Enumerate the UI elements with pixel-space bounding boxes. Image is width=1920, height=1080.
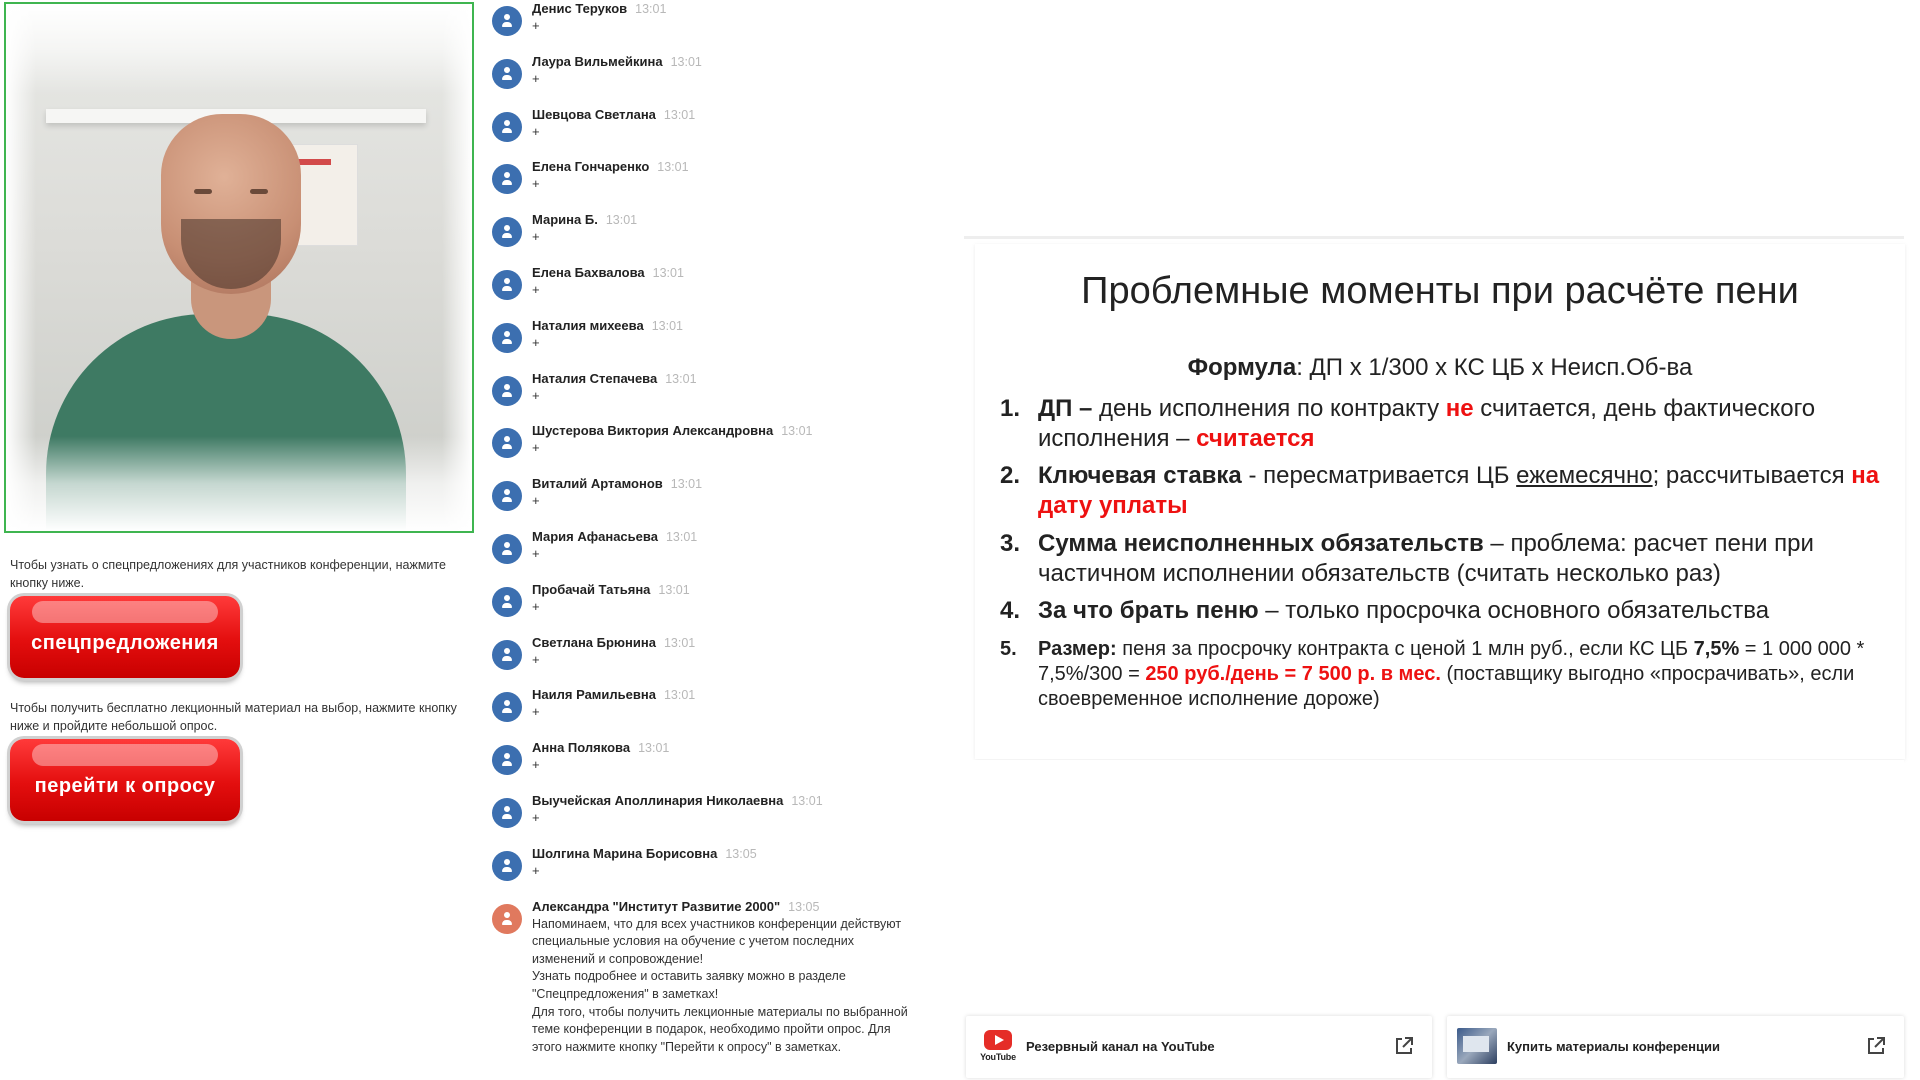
user-avatar-icon: [492, 112, 522, 142]
special-offers-button[interactable]: [10, 596, 240, 678]
chat-text: +: [532, 651, 540, 667]
slide-item-text: ДП –: [1038, 395, 1100, 422]
chat-time: 13:01: [670, 477, 703, 492]
chat-author: Шевцова Светлана: [532, 106, 656, 122]
user-avatar-icon: [492, 534, 522, 564]
chat-time: 13:05: [725, 846, 757, 861]
user-avatar-icon: [492, 745, 522, 775]
buy-materials-label: Купить материалы конференции: [1507, 1039, 1720, 1054]
special-offers-text: Чтобы узнать о спецпредложениях для участников конференции, нажмите кнопку ниже.: [10, 558, 446, 590]
chat-author: Наталия Степачева: [532, 370, 658, 386]
slide-item-text: считается: [1196, 425, 1315, 452]
user-avatar-icon: [492, 6, 522, 36]
slide-item-text: день исполнения по контракту: [1099, 395, 1446, 422]
chat-author: Елена Гончаренко: [532, 159, 650, 175]
chat-author: Виталий Артамонов: [532, 476, 663, 492]
user-avatar-icon: [492, 270, 522, 300]
slide-item-text: считается, день фактического исполнения –: [1038, 395, 1816, 452]
user-avatar-icon: [492, 217, 522, 247]
chat-text: +: [532, 70, 540, 86]
chat-message: [486, 317, 946, 367]
chat-time: 13:05: [788, 899, 820, 914]
slide-divider: [964, 236, 1904, 239]
chat-text: +: [532, 598, 540, 614]
chat-message: [486, 106, 946, 156]
chat-time: 13:01: [658, 582, 690, 597]
chat-author: Александра "Институт Развитие 2000": [532, 898, 781, 914]
chat-message: [486, 475, 946, 525]
chat-time: 13:01: [665, 530, 698, 544]
user-avatar-icon: [492, 376, 522, 406]
chat-author: Пробачай Татьяна: [532, 581, 651, 597]
chat-message: [486, 528, 946, 578]
slide-item-text: За что брать пеню: [1038, 597, 1259, 624]
survey-text: Чтобы получить бесплатно лекционный материал на выбор, нажмите кнопку ниже и пройдите небольшой опрос.: [10, 701, 457, 733]
chat-time: 13:01: [663, 688, 696, 703]
chat-time: 13:01: [605, 213, 638, 228]
slide-item-text: Ключевая ставка: [1038, 462, 1242, 489]
chat-text: +: [532, 704, 540, 720]
slide-item-text: 7,5%: [1693, 638, 1740, 660]
chat-author: Наиля Рамильевна: [532, 687, 656, 703]
youtube-channel-label: Резервный канал на YouTube: [1026, 1039, 1215, 1054]
chat-time: 13:01: [651, 318, 683, 333]
chat-time: 13:01: [657, 160, 689, 175]
slide-bottom-blank: [964, 760, 1904, 1010]
chat-text: +: [532, 282, 540, 297]
chat-message: [486, 792, 946, 842]
chat-author: Светлана Брюнина: [532, 634, 656, 650]
slide-item-text: - пересматривается ЦБ: [1241, 462, 1517, 489]
chat-author: Выучейская Аполлинария Николаевна: [532, 793, 784, 808]
formula-label: Формула: [1187, 354, 1297, 381]
chat-text: +: [532, 387, 540, 403]
slide-item-text: – только просрочка основного обязательства: [1258, 597, 1770, 624]
chat-text: +: [532, 176, 540, 192]
slide-top-blank: [964, 0, 1904, 236]
user-avatar-icon: [492, 640, 522, 670]
chat-message: [486, 264, 946, 314]
chat-message: [486, 581, 946, 631]
chat-text: +: [532, 18, 540, 33]
chat-time: 13:01: [665, 371, 697, 386]
user-avatar-icon: [492, 164, 522, 194]
slide-item-text: Сумма неисполненных обязательств: [1038, 530, 1484, 557]
chat-text: +: [532, 123, 540, 139]
slide-item-text: (поставщику выгодно «просрачивать», если своевременное исполнение дороже): [1038, 663, 1855, 710]
slide-item-number: 4.: [1000, 597, 1021, 624]
special-offers-button-label: спецпредложения: [31, 631, 219, 654]
survey-button-label: перейти к опросу: [34, 774, 216, 797]
chat-message: [486, 422, 946, 472]
chat-author: Марина Б.: [532, 212, 598, 228]
slide-item-text: = 1 000 000 * 7,5%/300 =: [1038, 638, 1865, 685]
chat-author: Лаура Вильмейкина: [532, 53, 663, 69]
moderator-avatar-icon: [492, 904, 522, 934]
chat-time: 13:01: [638, 741, 670, 756]
external-link-icon: [1394, 1036, 1414, 1056]
chat-author: Мария Афанасьева: [532, 529, 658, 544]
slide-item-number: 2.: [1000, 462, 1021, 489]
formula-text: : ДП х 1/300 х КС ЦБ х Неисп.Об-ва: [1296, 354, 1693, 381]
chat-message: [486, 634, 946, 684]
chat-author: Анна Полякова: [532, 740, 631, 756]
chat-panel[interactable]: [486, 0, 946, 1080]
speaker-video: [4, 2, 474, 533]
chat-author: Елена Бахвалова: [532, 265, 645, 280]
survey-button[interactable]: [10, 739, 240, 821]
chat-text: +: [532, 229, 540, 245]
chat-text: +: [532, 810, 540, 825]
slide-item-number: 1.: [1000, 395, 1021, 422]
user-avatar-icon: [492, 481, 522, 511]
slide-item-number: 5.: [1000, 638, 1017, 660]
chat-message: [486, 370, 946, 420]
user-avatar-icon: [492, 323, 522, 353]
chat-message: [486, 845, 946, 895]
external-link-icon: [1866, 1036, 1886, 1056]
user-avatar-icon: [492, 692, 522, 722]
slide-formula: [975, 354, 1905, 382]
youtube-channel-link[interactable]: [966, 1016, 1432, 1078]
chat-text: +: [532, 493, 540, 509]
chat-author: Наталия михеева: [532, 317, 644, 333]
materials-thumbnail-icon: [1457, 1028, 1497, 1064]
slide-item-text: 250 руб./день = 7 500 р. в мес.: [1145, 663, 1441, 685]
chat-author: Шолгина Марина Борисовна: [532, 845, 718, 861]
chat-text: +: [532, 862, 540, 878]
chat-time: 13:01: [663, 107, 696, 122]
chat-message: [486, 211, 946, 261]
user-avatar-icon: [492, 587, 522, 617]
user-avatar-icon: [492, 59, 522, 89]
chat-text: Напоминаем, что для всех участников конференции действуют специальные условия на обучение с учетом последних изменений и сопровождение! Узнать подробнее и оставить заявку можно в разделе "Спецпредложения" в заметках! Для того, чтобы получить лекционные материалы по выбранной теме конференции в подарок, необходимо пройти опрос. Для этого нажмите кнопку "Перейти к опросу" в заметках.: [532, 916, 908, 1054]
chat-message: [486, 739, 946, 789]
slide-item-text: ; рассчитывается: [1652, 462, 1852, 489]
slide-item-text: не: [1445, 395, 1474, 422]
chat-author: Денис Теруков: [532, 1, 628, 16]
chat-message: [486, 0, 946, 50]
chat-time: 13:01: [652, 266, 684, 280]
chat-message: [486, 158, 946, 208]
chat-author: Шустерова Виктория Александровна: [532, 423, 774, 439]
chat-time: 13:01: [670, 54, 702, 69]
youtube-icon-word: YouTube: [980, 1052, 1016, 1062]
chat-text: +: [532, 440, 540, 456]
slide-item-text: пеня за просрочку контракта с ценой 1 млн руб., если КС ЦБ: [1116, 638, 1694, 660]
chat-time: 13:01: [663, 635, 696, 650]
chat-message: [486, 53, 946, 103]
chat-text: +: [532, 546, 540, 561]
user-avatar-icon: [492, 851, 522, 881]
slide-item-text: – проблема: расчет пени при частичном исполнении обязательств (считать несколько раз): [1038, 530, 1814, 587]
chat-text: +: [532, 757, 540, 773]
presentation-slide: [975, 244, 1905, 759]
slide-item-text: Размер:: [1038, 638, 1117, 660]
buy-materials-link[interactable]: [1447, 1016, 1904, 1078]
chat-time: 13:01: [791, 794, 823, 808]
slide-item-text: ежемесячно: [1516, 462, 1653, 489]
slide-title: Проблемные моменты при расчёте пени: [1081, 270, 1799, 312]
user-avatar-icon: [492, 798, 522, 828]
user-avatar-icon: [492, 428, 522, 458]
chat-message: [486, 686, 946, 736]
slide-item-number: 3.: [1000, 530, 1021, 557]
youtube-icon: [980, 1028, 1016, 1066]
chat-message-moderator: [486, 898, 946, 1068]
chat-text: +: [532, 334, 540, 350]
chat-time: 13:01: [781, 424, 813, 439]
chat-time: 13:01: [635, 2, 667, 16]
slide-item-text: на дату уплаты: [1038, 462, 1880, 519]
